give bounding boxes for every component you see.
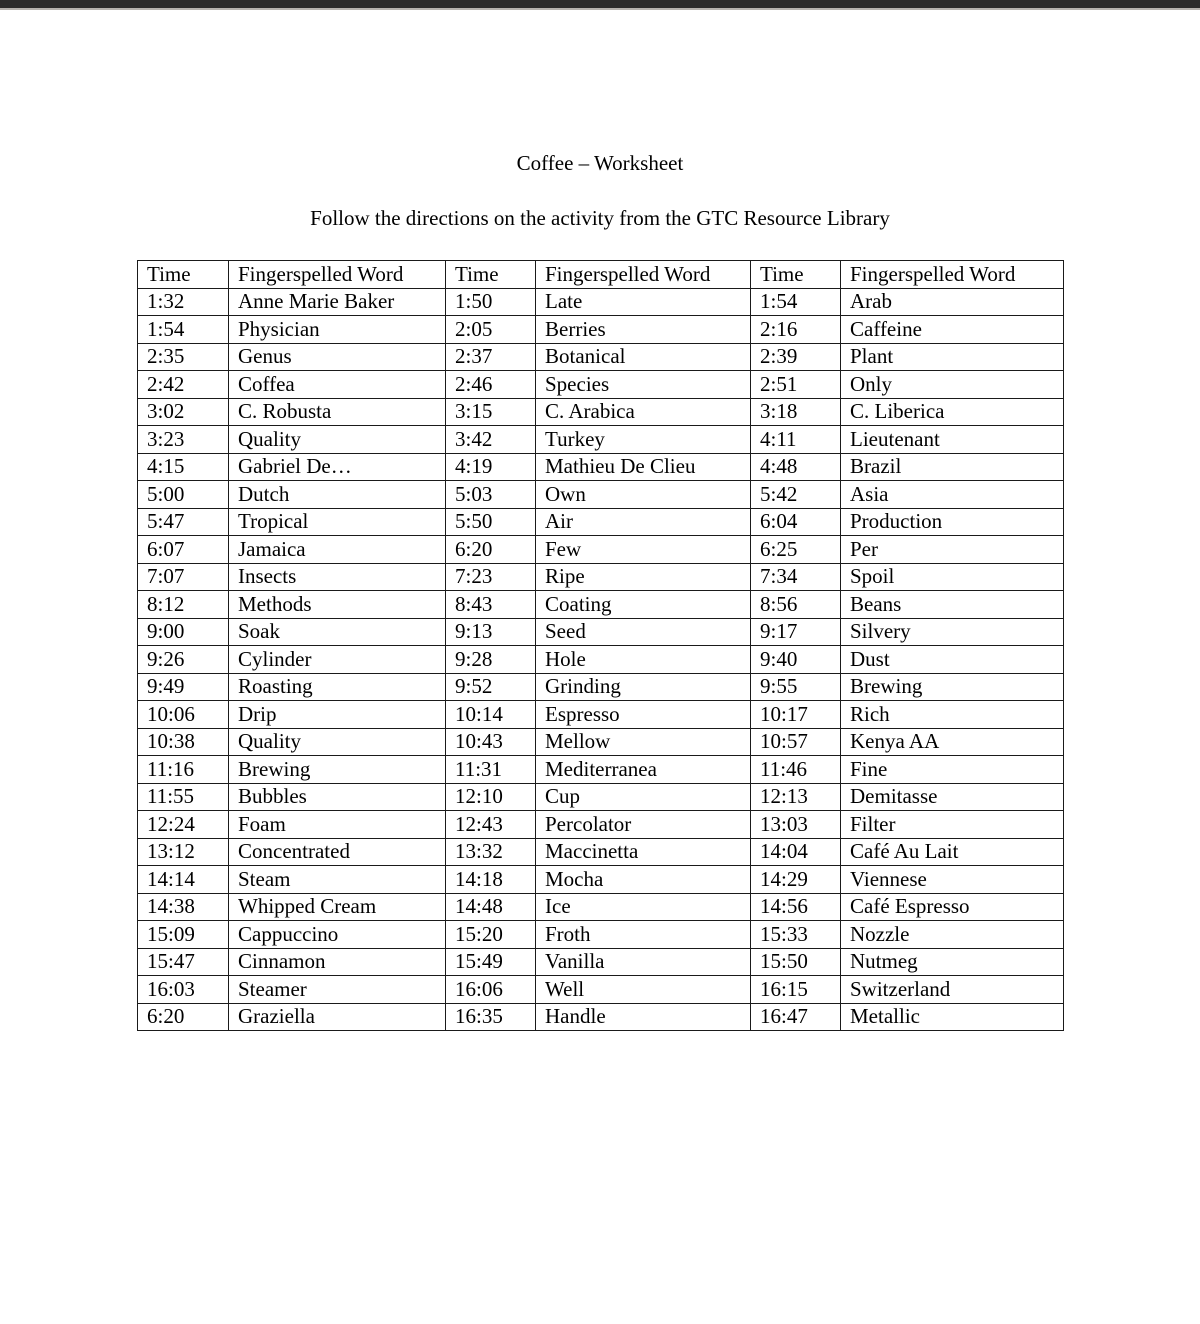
time-cell: 9:00 <box>138 618 229 646</box>
word-cell: Rich <box>841 701 1064 729</box>
time-cell: 12:43 <box>446 811 536 839</box>
word-cell: Nutmeg <box>841 948 1064 976</box>
time-cell: 3:23 <box>138 426 229 454</box>
word-cell: Steamer <box>229 976 446 1004</box>
time-cell: 10:38 <box>138 728 229 756</box>
table-header-row <box>138 261 1064 289</box>
table-row <box>138 563 1064 591</box>
word-cell: Foam <box>229 811 446 839</box>
word-cell: Kenya AA <box>841 728 1064 756</box>
time-cell: 8:56 <box>751 591 841 619</box>
time-cell: 10:17 <box>751 701 841 729</box>
time-cell: 3:42 <box>446 426 536 454</box>
time-cell: 8:12 <box>138 591 229 619</box>
word-cell: Soak <box>229 618 446 646</box>
time-cell: 14:04 <box>751 838 841 866</box>
word-cell: Own <box>536 481 751 509</box>
table-row <box>138 811 1064 839</box>
table-row <box>138 481 1064 509</box>
time-cell: 14:48 <box>446 893 536 921</box>
table-row <box>138 316 1064 344</box>
word-cell: Dust <box>841 646 1064 674</box>
time-cell: 16:15 <box>751 976 841 1004</box>
time-cell: 1:54 <box>751 288 841 316</box>
word-cell: Whipped Cream <box>229 893 446 921</box>
word-cell: Viennese <box>841 866 1064 894</box>
table-row <box>138 426 1064 454</box>
word-cell: Graziella <box>229 1003 446 1031</box>
table-row <box>138 838 1064 866</box>
time-cell: 10:43 <box>446 728 536 756</box>
word-cell: Species <box>536 371 751 399</box>
word-cell: Turkey <box>536 426 751 454</box>
table-row <box>138 673 1064 701</box>
time-cell: 6:20 <box>446 536 536 564</box>
time-cell: 5:47 <box>138 508 229 536</box>
word-cell: Anne Marie Baker <box>229 288 446 316</box>
time-cell: 3:18 <box>751 398 841 426</box>
word-cell: Insects <box>229 563 446 591</box>
word-cell: Café Espresso <box>841 893 1064 921</box>
word-cell: Switzerland <box>841 976 1064 1004</box>
time-cell: 13:32 <box>446 838 536 866</box>
word-cell: Mathieu De Clieu <box>536 453 751 481</box>
word-cell: Spoil <box>841 563 1064 591</box>
time-cell: 12:24 <box>138 811 229 839</box>
word-cell: Steam <box>229 866 446 894</box>
time-cell: 15:50 <box>751 948 841 976</box>
time-cell: 10:14 <box>446 701 536 729</box>
time-cell: 9:55 <box>751 673 841 701</box>
time-cell: 13:12 <box>138 838 229 866</box>
word-cell: Cylinder <box>229 646 446 674</box>
time-cell: 14:18 <box>446 866 536 894</box>
time-cell: 2:39 <box>751 343 841 371</box>
word-cell: Air <box>536 508 751 536</box>
word-cell: Fine <box>841 756 1064 784</box>
time-cell: 16:47 <box>751 1003 841 1031</box>
time-cell: 9:17 <box>751 618 841 646</box>
time-cell: 2:51 <box>751 371 841 399</box>
table-row <box>138 893 1064 921</box>
word-cell: Filter <box>841 811 1064 839</box>
word-cell: Brazil <box>841 453 1064 481</box>
word-cell: Brewing <box>841 673 1064 701</box>
time-cell: 6:20 <box>138 1003 229 1031</box>
time-cell: 7:34 <box>751 563 841 591</box>
time-cell: 6:07 <box>138 536 229 564</box>
time-cell: 14:38 <box>138 893 229 921</box>
word-cell: Grinding <box>536 673 751 701</box>
time-cell: 13:03 <box>751 811 841 839</box>
table-row <box>138 866 1064 894</box>
time-cell: 4:11 <box>751 426 841 454</box>
time-cell: 7:23 <box>446 563 536 591</box>
time-cell: 2:16 <box>751 316 841 344</box>
time-cell: 14:29 <box>751 866 841 894</box>
word-cell: Ripe <box>536 563 751 591</box>
time-cell: 11:31 <box>446 756 536 784</box>
word-cell: Drip <box>229 701 446 729</box>
word-cell: Cup <box>536 783 751 811</box>
time-cell: 2:05 <box>446 316 536 344</box>
time-cell: 2:37 <box>446 343 536 371</box>
time-column-header: Time <box>751 261 841 289</box>
time-cell: 14:56 <box>751 893 841 921</box>
word-cell: Metallic <box>841 1003 1064 1031</box>
word-cell: Espresso <box>536 701 751 729</box>
word-cell: Genus <box>229 343 446 371</box>
time-cell: 5:00 <box>138 481 229 509</box>
word-cell: Nozzle <box>841 921 1064 949</box>
word-cell: Coffea <box>229 371 446 399</box>
word-cell: Bubbles <box>229 783 446 811</box>
word-cell: Quality <box>229 426 446 454</box>
time-cell: 14:14 <box>138 866 229 894</box>
time-cell: 15:33 <box>751 921 841 949</box>
word-cell: Production <box>841 508 1064 536</box>
word-cell: Well <box>536 976 751 1004</box>
time-cell: 6:04 <box>751 508 841 536</box>
table-row <box>138 948 1064 976</box>
time-cell: 5:42 <box>751 481 841 509</box>
time-cell: 8:43 <box>446 591 536 619</box>
time-cell: 11:46 <box>751 756 841 784</box>
time-cell: 4:19 <box>446 453 536 481</box>
time-cell: 12:13 <box>751 783 841 811</box>
time-cell: 4:15 <box>138 453 229 481</box>
word-column-header: Fingerspelled Word <box>841 261 1064 289</box>
word-cell: Jamaica <box>229 536 446 564</box>
word-cell: Percolator <box>536 811 751 839</box>
word-cell: Handle <box>536 1003 751 1031</box>
time-cell: 9:26 <box>138 646 229 674</box>
table-row <box>138 508 1064 536</box>
table-row <box>138 371 1064 399</box>
word-cell: Maccinetta <box>536 838 751 866</box>
page-subtitle: Follow the directions on the activity from the GTC Resource Library <box>310 206 890 231</box>
time-cell: 15:47 <box>138 948 229 976</box>
table-row <box>138 756 1064 784</box>
word-cell: Hole <box>536 646 751 674</box>
time-cell: 16:03 <box>138 976 229 1004</box>
word-cell: Vanilla <box>536 948 751 976</box>
word-cell: Tropical <box>229 508 446 536</box>
time-cell: 5:03 <box>446 481 536 509</box>
time-cell: 9:13 <box>446 618 536 646</box>
time-cell: 4:48 <box>751 453 841 481</box>
table-row <box>138 921 1064 949</box>
word-cell: Botanical <box>536 343 751 371</box>
word-cell: Only <box>841 371 1064 399</box>
time-cell: 9:28 <box>446 646 536 674</box>
word-cell: Late <box>536 288 751 316</box>
table-row <box>138 618 1064 646</box>
table-row <box>138 343 1064 371</box>
page-title: Coffee – Worksheet <box>516 151 684 175</box>
word-cell: Cappuccino <box>229 921 446 949</box>
time-cell: 9:49 <box>138 673 229 701</box>
table-row <box>138 398 1064 426</box>
time-cell: 2:46 <box>446 371 536 399</box>
time-cell: 11:55 <box>138 783 229 811</box>
word-cell: Mocha <box>536 866 751 894</box>
time-cell: 1:32 <box>138 288 229 316</box>
word-cell: Lieutenant <box>841 426 1064 454</box>
word-cell: Methods <box>229 591 446 619</box>
word-cell: Demitasse <box>841 783 1064 811</box>
word-cell: Cinnamon <box>229 948 446 976</box>
time-cell: 12:10 <box>446 783 536 811</box>
worksheet-table-body <box>138 288 1064 1031</box>
time-cell: 2:42 <box>138 371 229 399</box>
table-row <box>138 976 1064 1004</box>
time-cell: 16:35 <box>446 1003 536 1031</box>
word-cell: Froth <box>536 921 751 949</box>
word-cell: Silvery <box>841 618 1064 646</box>
time-cell: 1:54 <box>138 316 229 344</box>
word-cell: Per <box>841 536 1064 564</box>
table-row <box>138 453 1064 481</box>
time-cell: 2:35 <box>138 343 229 371</box>
time-cell: 3:15 <box>446 398 536 426</box>
time-cell: 5:50 <box>446 508 536 536</box>
time-cell: 10:06 <box>138 701 229 729</box>
time-cell: 11:16 <box>138 756 229 784</box>
word-cell: Café Au Lait <box>841 838 1064 866</box>
table-row <box>138 783 1064 811</box>
word-cell: Coating <box>536 591 751 619</box>
time-column-header: Time <box>138 261 229 289</box>
word-cell: Quality <box>229 728 446 756</box>
table-row <box>138 536 1064 564</box>
word-cell: C. Robusta <box>229 398 446 426</box>
word-cell: Mediterranea <box>536 756 751 784</box>
word-cell: Plant <box>841 343 1064 371</box>
time-cell: 15:20 <box>446 921 536 949</box>
fingerspelled-words-table <box>137 260 1064 1031</box>
word-cell: Caffeine <box>841 316 1064 344</box>
word-cell: Physician <box>229 316 446 344</box>
time-cell: 15:09 <box>138 921 229 949</box>
word-cell: Arab <box>841 288 1064 316</box>
word-cell: Gabriel De… <box>229 453 446 481</box>
time-cell: 16:06 <box>446 976 536 1004</box>
time-column-header: Time <box>446 261 536 289</box>
word-cell: Concentrated <box>229 838 446 866</box>
worksheet-document <box>0 152 1200 1031</box>
word-cell: Asia <box>841 481 1064 509</box>
word-cell: Ice <box>536 893 751 921</box>
time-cell: 3:02 <box>138 398 229 426</box>
table-row <box>138 646 1064 674</box>
word-cell: Seed <box>536 618 751 646</box>
time-cell: 6:25 <box>751 536 841 564</box>
table-row <box>138 1003 1064 1031</box>
word-cell: Brewing <box>229 756 446 784</box>
word-cell: Few <box>536 536 751 564</box>
word-cell: C. Liberica <box>841 398 1064 426</box>
word-column-header: Fingerspelled Word <box>229 261 446 289</box>
time-cell: 10:57 <box>751 728 841 756</box>
window-top-bar <box>0 0 1200 10</box>
time-cell: 1:50 <box>446 288 536 316</box>
table-row <box>138 701 1064 729</box>
word-cell: Mellow <box>536 728 751 756</box>
time-cell: 9:40 <box>751 646 841 674</box>
word-column-header: Fingerspelled Word <box>536 261 751 289</box>
word-cell: Dutch <box>229 481 446 509</box>
time-cell: 7:07 <box>138 563 229 591</box>
table-row <box>138 728 1064 756</box>
time-cell: 15:49 <box>446 948 536 976</box>
word-cell: C. Arabica <box>536 398 751 426</box>
time-cell: 9:52 <box>446 673 536 701</box>
word-cell: Beans <box>841 591 1064 619</box>
table-row <box>138 288 1064 316</box>
table-row <box>138 591 1064 619</box>
word-cell: Roasting <box>229 673 446 701</box>
word-cell: Berries <box>536 316 751 344</box>
